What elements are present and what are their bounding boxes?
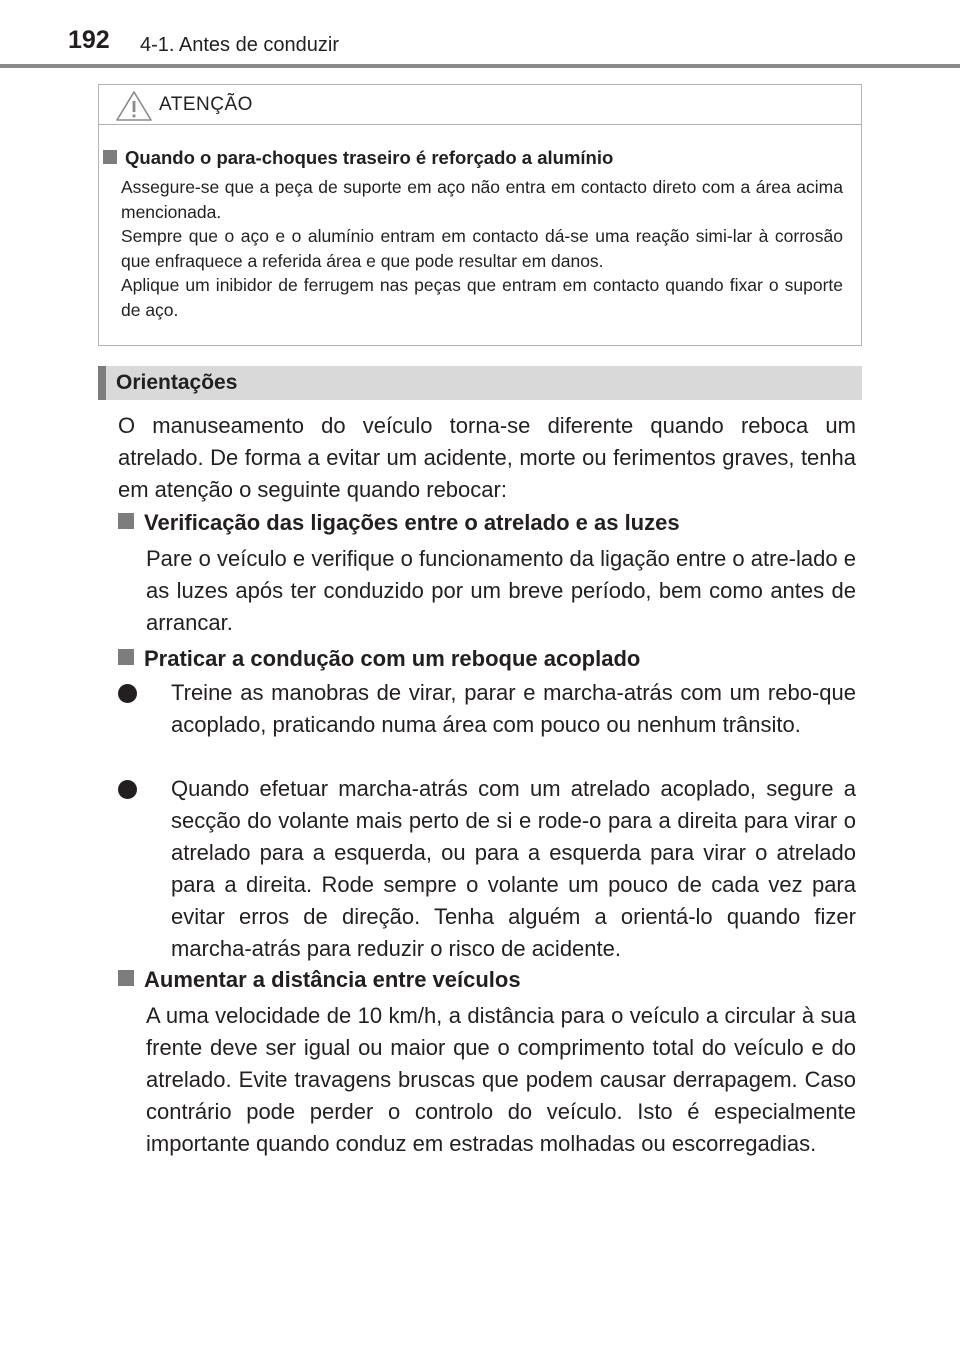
caution-subtitle-text: Quando o para-choques traseiro é reforçado a alumínio [125, 147, 614, 168]
subheading-text: Praticar a condução com um reboque acoplado [144, 646, 641, 671]
header-rule [0, 64, 960, 68]
page-number: 192 [68, 26, 110, 54]
caution-paragraph: Aplique um inibidor de ferrugem nas peças que entram em contacto quando fixar o suporte de aço. [121, 275, 843, 320]
square-bullet-icon [103, 150, 117, 164]
caution-subtitle [103, 147, 613, 169]
subheading-text: Aumentar a distância entre veículos [144, 967, 521, 992]
caution-paragraph: Assegure-se que a peça de suporte em aço não entra em contacto direto com a área acima mencionada. [121, 177, 843, 222]
square-bullet-icon [118, 513, 134, 529]
connections-paragraph: Pare o veículo e verifique o funcionamento da ligação entre o atre-lado e as luzes após ter conduzido por um breve período, bem como antes de arrancar. [146, 546, 856, 635]
caution-text [121, 175, 843, 322]
section-heading-text: Orientações [116, 371, 238, 394]
caution-paragraph: Sempre que o aço e o alumínio entram em contacto dá-se uma reação simi-lar à corrosão que enfraquece a referida área e que pode resultar em danos. [121, 226, 843, 271]
list-item-text: Quando efetuar marcha-atrás com um atrelado acoplado, segure a secção do volante mais perto de si e rode-o para a direita para virar o atrelado para a esquerda, ou para a esquerda para virar o atrelado para a direita. Rode sempre o volante um pouco de cada vez para evitar erros de direção. Tenha alguém a orientá-lo quando fizer marcha-atrás para reduzir o risco de acidente. [171, 776, 856, 961]
list-item-text: Treine as manobras de virar, parar e marcha-atrás com um rebo-que acoplado, praticando numa área com pouco ou nenhum trânsito. [171, 680, 856, 737]
square-bullet-icon [118, 649, 134, 665]
bullet-dot-icon [118, 780, 137, 799]
section-title: 4-1. Antes de conduzir [140, 34, 340, 56]
caution-box [98, 84, 862, 346]
distance-paragraph: A uma velocidade de 10 km/h, a distância para o veículo a circular à sua frente deve ser igual ou maior que o comprimento total do veículo e do atrelado. Evite travagens bruscas que podem causar derrapagem. Caso contrário pode perder o controlo do veículo. Isto é especialmente importante quando conduz em estradas molhadas ou escorregadias. [146, 1003, 856, 1156]
bullet-dot-icon [118, 684, 137, 703]
section-heading [98, 366, 862, 400]
heading-accent [98, 366, 106, 400]
subheading-distance [118, 967, 521, 993]
subheading-connections [118, 510, 680, 536]
square-bullet-icon [118, 970, 134, 986]
caution-title: ATENÇÃO [159, 94, 253, 115]
subheading-practice [118, 646, 640, 672]
caution-header [99, 85, 861, 125]
intro-paragraph: O manuseamento do veículo torna-se diferente quando reboca um atrelado. De forma a evitar um acidente, morte ou ferimentos graves, tenha em atenção o seguinte quando rebocar: [118, 413, 856, 502]
subheading-text: Verificação das ligações entre o atrelado e as luzes [144, 510, 680, 535]
warning-icon [115, 90, 153, 122]
